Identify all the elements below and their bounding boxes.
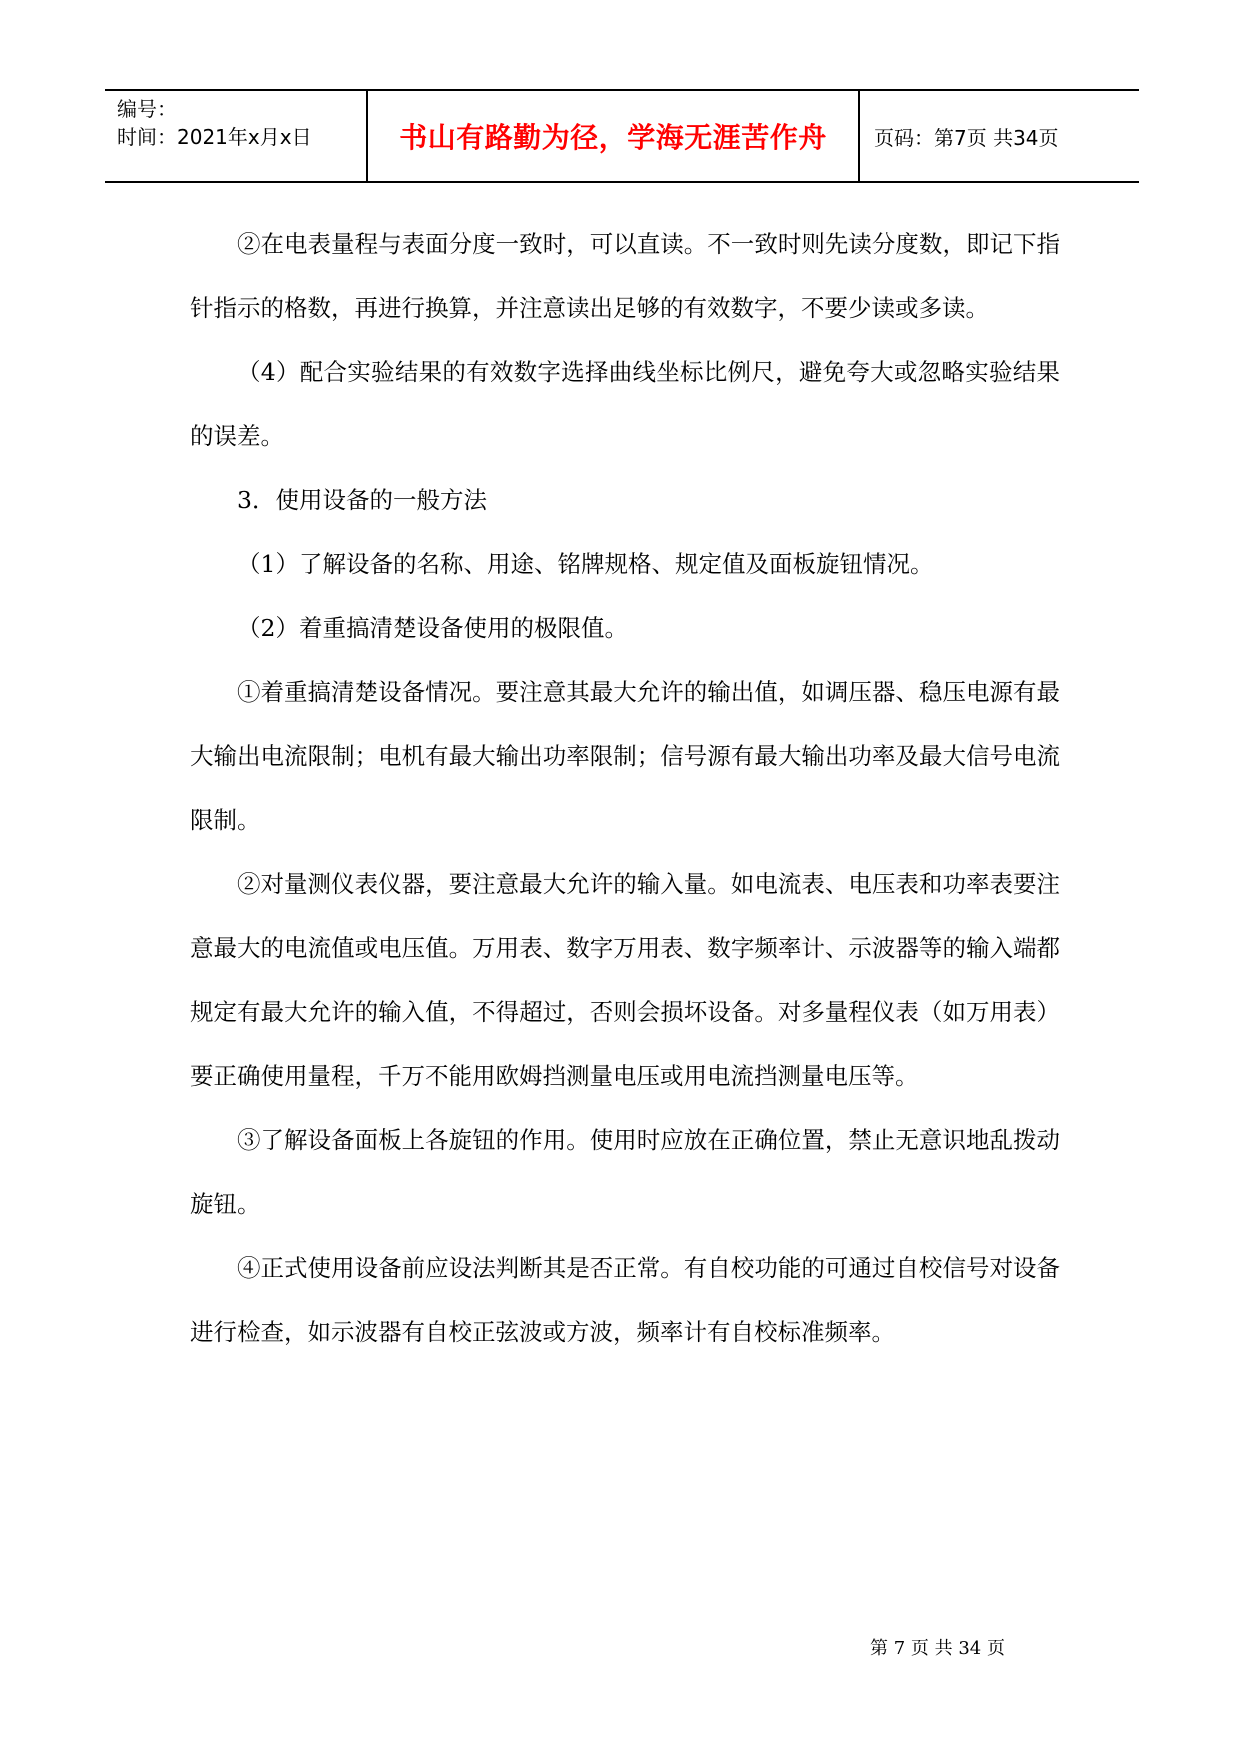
paragraph: （1）了解设备的名称、用途、铭牌规格、规定值及面板旋钮情况。 — [237, 550, 934, 578]
paragraph: （2）着重搞清楚设备使用的极限值。 — [237, 614, 628, 642]
header-motto: 书山有路勤为径，学海无涯苦作舟 — [399, 121, 827, 154]
header-page-label: 页码：第7页 共34页 — [874, 125, 1059, 150]
document-body — [190, 212, 1060, 1364]
paragraph: ②在电表量程与表面分度一致时，可以直读。不一致时则先读分度数，即记下指针指示的格数，再进行换算，并注意读出足够的有效数字，不要少读或多读。 — [190, 230, 1060, 322]
document-date-label: 时间：2021年x月x日 — [117, 125, 312, 149]
page-header — [105, 89, 1139, 183]
document-number-label: 编号： — [117, 97, 177, 121]
paragraph: ①着重搞清楚设备情况。要注意其最大允许的输出值，如调压器、稳压电源有最大输出电流限制；电机有最大输出功率限制；信号源有最大输出功率及最大信号电流限制。 — [190, 678, 1060, 834]
paragraph: ④正式使用设备前应设法判断其是否正常。有自校功能的可通过自校信号对设备进行检查，如示波器有自校正弦波或方波，频率计有自校标准频率。 — [190, 1254, 1060, 1346]
paragraph: ②对量测仪表仪器，要注意最大允许的输入量。如电流表、电压表和功率表要注意最大的电流值或电压值。万用表、数字万用表、数字频率计、示波器等的输入端都规定有最大允许的输入值，不得超过，否则会损坏设备。对多量程仪表（如万用表）要正确使用量程，千万不能用欧姆挡测量电压或用电流挡测量电压等。 — [190, 870, 1060, 1090]
section-heading: 3．使用设备的一般方法 — [237, 486, 487, 514]
header-motto-cell — [368, 91, 860, 181]
paragraph: （4）配合实验结果的有效数字选择曲线坐标比例尺，避免夸大或忽略实验结果的误差。 — [190, 358, 1060, 450]
header-page-cell — [860, 91, 1139, 181]
header-meta-cell — [105, 91, 368, 181]
paragraph: ③了解设备面板上各旋钮的作用。使用时应放在正确位置，禁止无意识地乱拨动旋钮。 — [190, 1126, 1060, 1218]
page-footer: 第 7 页 共 34 页 — [870, 1638, 1005, 1659]
